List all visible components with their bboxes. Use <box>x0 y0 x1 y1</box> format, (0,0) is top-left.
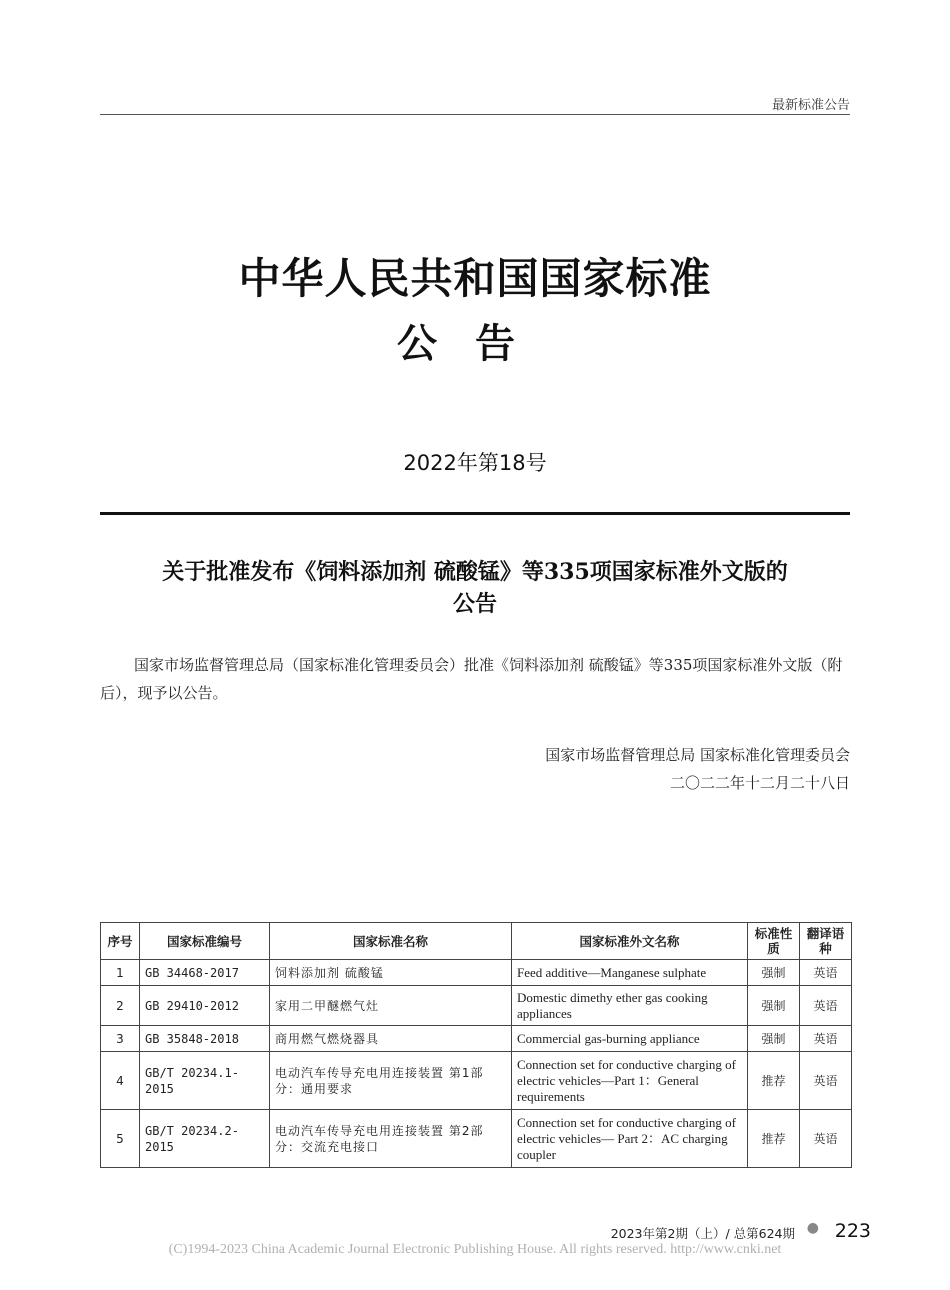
row-nature: 强制 <box>748 986 800 1026</box>
row-language: 英语 <box>800 1026 852 1052</box>
row-foreign-name: Connection set for conductive charging of electric vehicles— Part 2：AC charging coupler <box>512 1110 748 1168</box>
document-subtitle: 公告 <box>397 320 553 367</box>
row-std-code: GB/T 20234.2-2015 <box>140 1110 270 1168</box>
issuer: 国家市场监督管理总局 国家标准化管理委员会 <box>545 746 850 764</box>
headline-line-2: 公告 <box>452 591 497 617</box>
document-title: 中华人民共和国国家标准 <box>238 254 712 303</box>
header-std-name: 国家标准名称 <box>270 923 512 960</box>
row-std-name: 电动汽车传导充电用连接装置 第1部分：通用要求 <box>270 1052 512 1110</box>
title-divider <box>100 512 850 515</box>
header-std-code: 国家标准编号 <box>140 923 270 960</box>
table-row <box>101 1052 852 1110</box>
standards-table <box>100 922 852 1168</box>
row-language: 英语 <box>800 1052 852 1110</box>
section-label: 最新标准公告 <box>771 98 850 113</box>
signature-block <box>545 741 850 797</box>
bullet-icon: ● <box>806 1220 819 1236</box>
table-header-row <box>101 923 852 960</box>
row-language: 英语 <box>800 1110 852 1168</box>
headline-line-1: 关于批准发布《饲料添加剂 硫酸锰》等335项国家标准外文版的 <box>162 559 788 585</box>
row-std-name: 家用二甲醚燃气灶 <box>270 986 512 1026</box>
row-seq: 4 <box>101 1052 140 1110</box>
table-row <box>101 1026 852 1052</box>
row-std-name: 电动汽车传导充电用连接装置 第2部分：交流充电接口 <box>270 1110 512 1168</box>
row-foreign-name: Feed additive—Manganese sulphate <box>512 960 748 986</box>
row-std-name: 商用燃气燃烧器具 <box>270 1026 512 1052</box>
row-seq: 2 <box>101 986 140 1026</box>
row-std-code: GB 29410-2012 <box>140 986 270 1026</box>
row-language: 英语 <box>800 986 852 1026</box>
row-nature: 强制 <box>748 1026 800 1052</box>
row-seq: 3 <box>101 1026 140 1052</box>
row-language: 英语 <box>800 960 852 986</box>
header-nature: 标准性质 <box>748 923 800 960</box>
header-language: 翻译语种 <box>800 923 852 960</box>
row-seq: 5 <box>101 1110 140 1168</box>
table-row <box>101 986 852 1026</box>
row-foreign-name: Domestic dimethy ether gas cooking appliances <box>512 986 748 1026</box>
header-seq: 序号 <box>101 923 140 960</box>
announcement-headline <box>100 556 850 620</box>
row-nature: 强制 <box>748 960 800 986</box>
header-divider <box>100 114 850 115</box>
footer-issue: 2023年第2期（上）/ 总第624期 <box>610 1226 795 1241</box>
table-row <box>101 1110 852 1168</box>
row-foreign-name: Connection set for conductive charging of electric vehicles—Part 1：General requirements <box>512 1052 748 1110</box>
row-foreign-name: Commercial gas-burning appliance <box>512 1026 748 1052</box>
row-seq: 1 <box>101 960 140 986</box>
row-std-code: GB/T 20234.1-2015 <box>140 1052 270 1110</box>
row-std-code: GB 35848-2018 <box>140 1026 270 1052</box>
row-nature: 推荐 <box>748 1110 800 1168</box>
issue-number: 2022年第18号 <box>403 451 547 475</box>
announcement-body: 国家市场监督管理总局（国家标准化管理委员会）批准《饲料添加剂 硫酸锰》等335项国家标准外文版（附后），现予以公告。 <box>100 656 843 702</box>
header-foreign-name: 国家标准外文名称 <box>512 923 748 960</box>
issue-date: 二〇二二年十二月二十八日 <box>669 774 850 792</box>
row-nature: 推荐 <box>748 1052 800 1110</box>
page-number: 223 <box>834 1220 871 1242</box>
table-row <box>101 960 852 986</box>
row-std-code: GB 34468-2017 <box>140 960 270 986</box>
row-std-name: 饲料添加剂 硫酸锰 <box>270 960 512 986</box>
copyright-watermark: (C)1994-2023 China Academic Journal Electronic Publishing House. All rights reserved. http://www.cnki.net <box>168 1242 782 1257</box>
